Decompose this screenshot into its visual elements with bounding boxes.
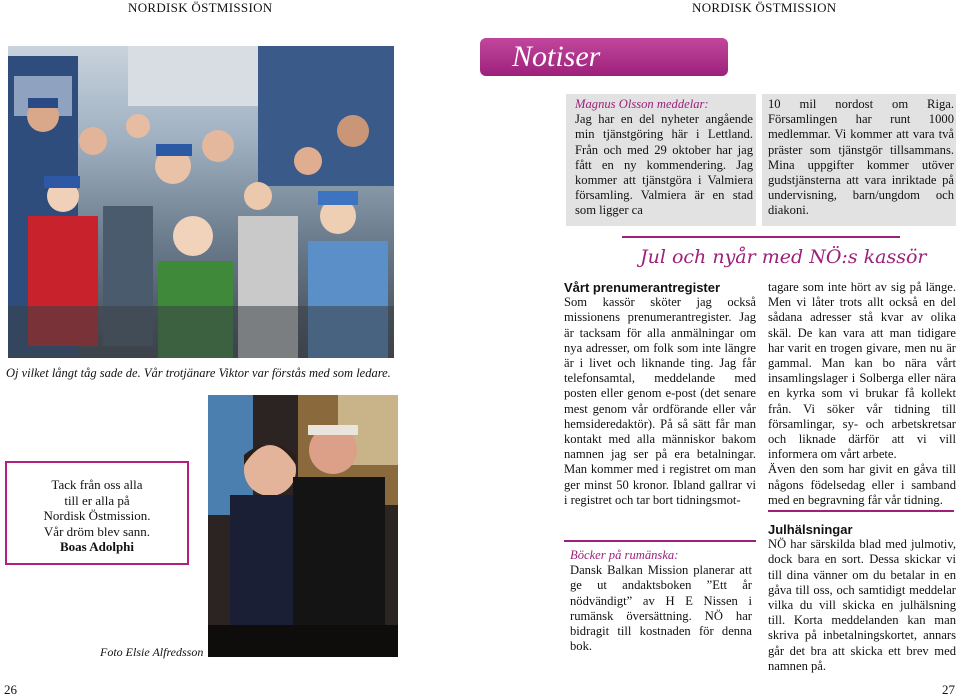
notice-heading: Magnus Olsson meddelar: xyxy=(575,97,709,111)
thanks-line: Vår dröm blev sann. xyxy=(43,523,151,539)
photo-credit: Foto Elsie Alfredsson xyxy=(100,645,204,659)
thanks-signature: Boas Adolphi xyxy=(59,539,135,555)
section-title: Jul och nyår med NÖ:s kassör xyxy=(640,246,927,268)
thanks-line: till er alla på xyxy=(64,492,130,508)
thanks-line: Nordisk Östmission. xyxy=(43,508,151,524)
notiser-title: Notiser xyxy=(512,40,601,73)
register-text: Som kassör sköter jag också missionens prenumerantregister. Jag är tacksam för alla anmälningar om nya adresser, om folk som inte längre är i livet och liknande ting. Jag får telefonsamtal, meddelande med posten eller genom e-post (det senare mest genom vår ordförande eller vår hemsideredaktör). På så sätt får man kontakt med alla människor bakom namnen jag ser på era betalningar. Man kommer med i registret om man ger minst 50 kronor. Ibland gallrar vi i registret och tar bort tidningsmot- xyxy=(564,295,756,507)
greetings-text: NÖ har särskilda blad med julmotiv, dock bara en sort. Dessa skickar vi till dina vänner om du betalar in en gåva till oss, och samtidigt meddelar vilka du vill skicka en julhälsning till. Korta meddelanden kan man skriva på inbetalningskortet, annars går det bra att skicka ett brev med namnen på. xyxy=(768,537,956,673)
greetings-heading: Julhälsningar xyxy=(768,522,853,537)
section-rule xyxy=(622,236,900,238)
books-box xyxy=(564,540,756,662)
register-column xyxy=(564,280,756,508)
thanks-line: Tack från oss alla xyxy=(51,477,143,492)
couple-photo xyxy=(208,395,398,657)
register-text-continued: tagare som inte hört av sig på länge. Men vi låter trots allt också en del sådana adresser stå kvar av olika skäl. De kan vara att man tidigare har varit en trogen givare, men nu är gammal. Man kan bo nära vårt insamlingslager i Solberga eller nära en kyrka som vi brukar få kollekt från. Vi söker vår tidning till församlingar, sy- och arbetskretsar och liknade därför att vi vill informera om vårt arbete. xyxy=(768,280,956,462)
running-header-left: NORDISK ÖSTMISSION xyxy=(128,0,273,15)
notice-body-left: Jag har en del nyheter angående min tjänstgöring här i Lettland. Från och med 29 oktober har jag fått en ny kommendering. Jag kommer att tjänstgöra i Valmiera församling. Valmiera är en stad som ligger ca xyxy=(575,112,753,218)
register-heading: Vårt prenumerantregister xyxy=(564,280,721,295)
greetings-rule xyxy=(768,510,954,512)
books-heading: Böcker på rumänska: xyxy=(570,548,679,562)
register-column-continued xyxy=(768,280,956,508)
thanks-box xyxy=(5,461,189,565)
notice-left-text xyxy=(575,97,753,219)
notice-body-right: 10 mil nordost om Riga. Församlingen har runt 1000 medlemmar. Vi kommer att vara två präster som tjänstgör tillsammans. Mina uppgifter kommer utöver gudstjänsterna att vara inriktade på undervisning, barn/ungdom och diakoni. xyxy=(768,97,954,218)
photo-caption: Oj vilket långt tåg sade de. Vår trotjänare Viktor var förstås med som ledare. xyxy=(6,366,391,380)
train-station-children-photo xyxy=(8,46,394,358)
birthday-gift-text: Även den som har givit en gåva till någons födelsedag eller i samband med en begravning får vår tidning. xyxy=(768,462,956,507)
page-number-right: 27 xyxy=(942,682,955,697)
running-header-right: NORDISK ÖSTMISSION xyxy=(692,0,837,15)
books-text: Dansk Balkan Mission planerar att ge ut andaktsboken ”Ett år nödvändigt” av H E Nissen i rumänsk översättning. NÖ har bidragit till kostnaden för denna bok. xyxy=(570,563,752,654)
page-number-left: 26 xyxy=(4,682,17,697)
greetings-column xyxy=(768,522,956,674)
